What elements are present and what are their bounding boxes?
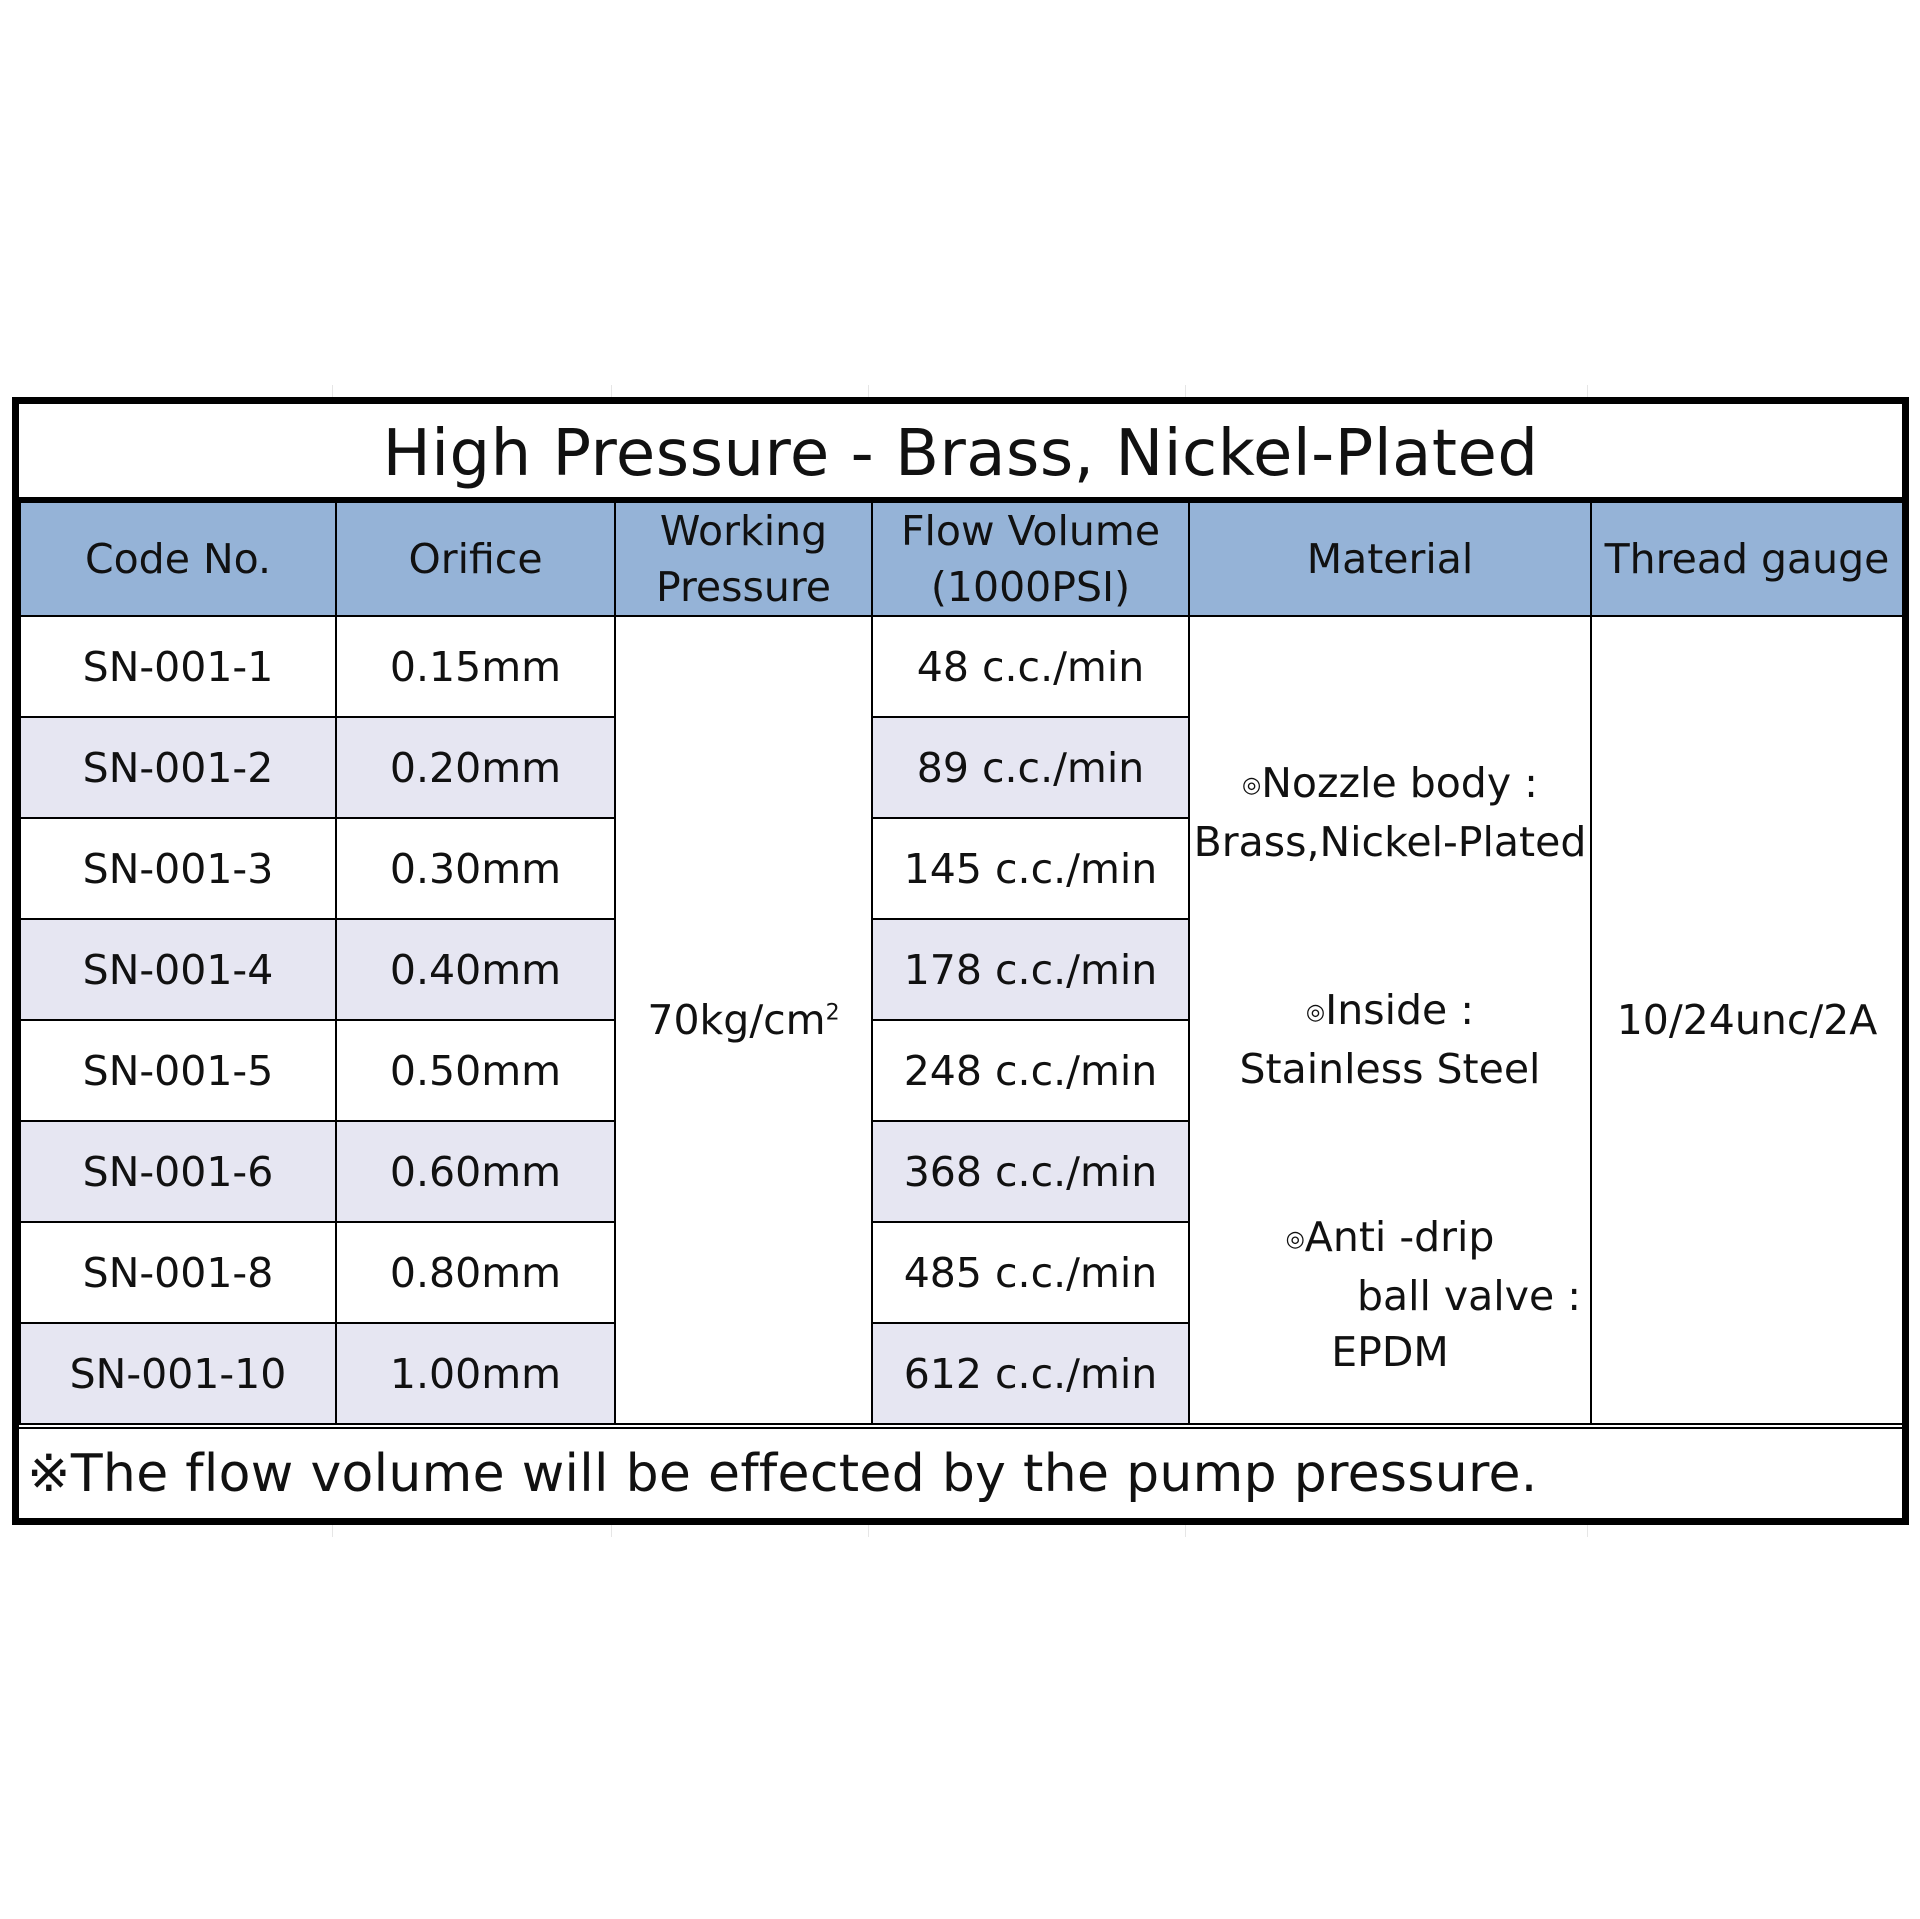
code-cell: SN-001-10: [20, 1323, 336, 1424]
grid-line: [868, 1525, 869, 1537]
orifice-cell: 1.00mm: [336, 1323, 615, 1424]
material-antidrip-label: ◎Anti -drip: [1285, 1212, 1495, 1261]
material-inside-value: Stainless Steel: [1239, 1044, 1541, 1093]
header-row: [20, 502, 1903, 616]
table-row: [20, 616, 1903, 717]
grid-line: [1185, 1525, 1186, 1537]
header-thread-gauge: Thread gauge: [1591, 502, 1903, 616]
code-cell: SN-001-1: [20, 616, 336, 717]
code-cell: SN-001-4: [20, 919, 336, 1020]
grid-line: [1185, 385, 1186, 397]
grid-line: [1587, 385, 1588, 397]
grid-line: [332, 1525, 333, 1537]
thread-gauge-cell: 10/24unc/2A: [1591, 616, 1903, 1424]
table-title: High Pressure - Brass, Nickel-Plated: [19, 404, 1902, 501]
flow-cell: 48 c.c./min: [872, 616, 1189, 717]
material-cell: [1189, 616, 1591, 1424]
material-nozzle-label: ◎Nozzle body :: [1242, 758, 1538, 807]
grid-line: [1587, 1525, 1588, 1537]
bullet-icon: ◎: [1285, 1226, 1305, 1252]
code-cell: SN-001-5: [20, 1020, 336, 1121]
code-cell: SN-001-3: [20, 818, 336, 919]
flow-cell: 178 c.c./min: [872, 919, 1189, 1020]
flow-cell: 368 c.c./min: [872, 1121, 1189, 1222]
flow-cell: 248 c.c./min: [872, 1020, 1189, 1121]
grid-line: [332, 385, 333, 397]
material-antidrip-value: EPDM: [1331, 1327, 1449, 1376]
header-working-pressure: Working Pressure: [615, 502, 872, 616]
orifice-cell: 0.15mm: [336, 616, 615, 717]
code-cell: SN-001-6: [20, 1121, 336, 1222]
header-code: Code No.: [20, 502, 336, 616]
grid-line: [868, 385, 869, 397]
footnote: ※The flow volume will be effected by the pump pressure.: [19, 1423, 1902, 1518]
code-cell: SN-001-2: [20, 717, 336, 818]
orifice-cell: 0.30mm: [336, 818, 615, 919]
orifice-cell: 0.60mm: [336, 1121, 615, 1222]
header-flow-volume: Flow Volume (1000PSI): [872, 502, 1189, 616]
spec-grid: [19, 501, 1904, 1425]
orifice-cell: 0.40mm: [336, 919, 615, 1020]
orifice-cell: 0.80mm: [336, 1222, 615, 1323]
header-material: Material: [1189, 502, 1591, 616]
spec-table: [12, 397, 1909, 1525]
material-nozzle-value: Brass,Nickel-Plated: [1193, 817, 1587, 866]
grid-line: [611, 385, 612, 397]
flow-cell: 612 c.c./min: [872, 1323, 1189, 1424]
orifice-cell: 0.50mm: [336, 1020, 615, 1121]
flow-cell: 145 c.c./min: [872, 818, 1189, 919]
flow-cell: 89 c.c./min: [872, 717, 1189, 818]
orifice-cell: 0.20mm: [336, 717, 615, 818]
flow-cell: 485 c.c./min: [872, 1222, 1189, 1323]
working-pressure-cell: $70kg/cm^2$: [615, 616, 872, 1424]
bullet-icon: ◎: [1242, 772, 1262, 798]
material-antidrip-label-2: ball valve :: [1356, 1271, 1582, 1320]
material-inside-label: ◎Inside :: [1305, 985, 1475, 1034]
header-orifice: Orifice: [336, 502, 615, 616]
bullet-icon: ◎: [1305, 999, 1326, 1025]
grid-line: [611, 1525, 612, 1537]
code-cell: SN-001-8: [20, 1222, 336, 1323]
